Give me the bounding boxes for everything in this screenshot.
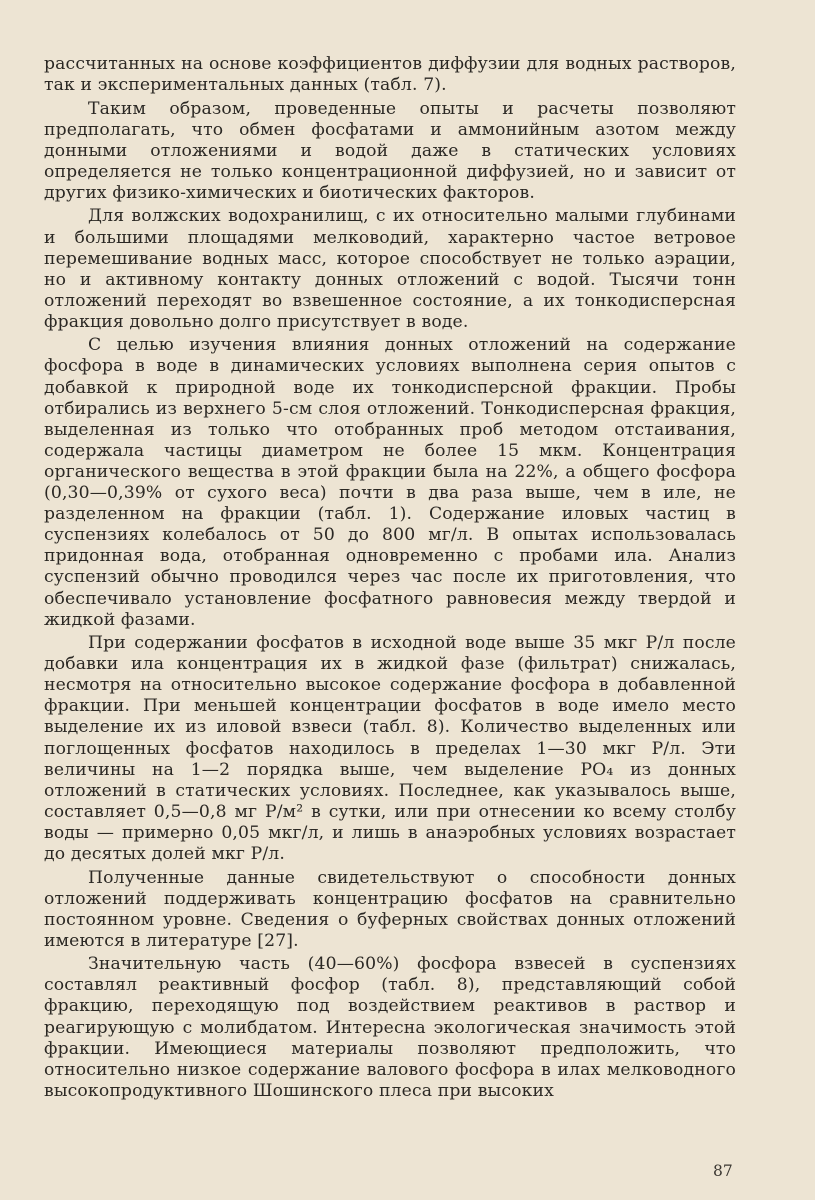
paragraph-2: Таким образом, проведенные опыты и расчеты позволяют предполагать, что обмен фосфатами и аммонийным азотом между донными отложениями и водой даже в статических условиях определяется не только концентрационной диффузией, но и зависит от других физико-химических и биотических факторов. — [44, 98, 736, 203]
paragraph-1: рассчитанных на основе коэффициентов диффузии для водных растворов, так и экспериментальных данных (табл. 7). — [44, 54, 736, 96]
paragraph-4: С целью изучения влияния донных отложений на содержание фосфора в воде в динамических условиях выполнена серия опытов с добавкой к природной воде их тонкодисперсной фракции. Пробы отбирались из верхнего 5-см слоя отложений. Тонкодисперсная фракция, выделенная из только что отобранных проб методом отстаивания, содержала частицы диаметром не более 15 мкм. Концентрация органического вещества в этой фракции была на 22%, а общего фосфора (0,30—0,39% от сухого веса) почти в два раза выше, чем в иле, не разделенном на фракции (табл. 1). Содержание иловых частиц в суспензиях колебалось от 50 до 800 мг/л. В опытах использовалась придонная вода, отобранная одновременно с пробами ила. Анализ суспензий обычно проводился через час после их приготовления, что обеспечивало установление фосфатного равновесия между твердой и жидкой фазами. — [44, 335, 736, 630]
paragraph-7: Значительную часть (40—60%) фосфора взвесей в суспензиях составлял реактивный фосфор (табл. 8), представляющий собой фракцию, переходящую под воздействием реактивов в раствор и реагирующую с молибдатом. Интересна экологическая значимость этой фракции. Имеющиеся материалы позволяют предположить, что относительно низкое содержание валового фосфора в илах мелководного высокопродуктивного Шошинского плеса при высоких — [44, 954, 736, 1101]
body-text — [44, 54, 736, 1104]
page-number: 87 — [713, 1162, 733, 1180]
paragraph-3: Для волжских водохранилищ, с их относительно малыми глубинами и большими площадями мелководий, характерно частое ветровое перемешивание водных масс, которое способствует не только аэрации, но и активному контакту донных отложений с водой. Тысячи тонн отложений переходят во взвешенное состояние, а их тонкодисперсная фракция довольно долго присутствует в воде. — [44, 206, 736, 332]
paragraph-6: Полученные данные свидетельствуют о способности донных отложений поддерживать концентрацию фосфатов на сравнительно постоянном уровне. Сведения о буферных свойствах донных отложений имеются в литературе [27]. — [44, 867, 736, 951]
paragraph-5: При содержании фосфатов в исходной воде выше 35 мкг Р/л после добавки ила концентрация их в жидкой фазе (фильтрат) снижалась, несмотря на относительно высокое содержание фосфора в добавленной фракции. При меньшей концентрации фосфатов в воде имело место выделение их из иловой взвеси (табл. 8). Количество выделенных или поглощенных фосфатов находилось в пределах 1—30 мкг Р/л. Эти величины на 1—2 порядка выше, чем выделение РО₄ из донных отложений в статических условиях. Последнее, как указывалось выше, составляет 0,5—0,8 мг Р/м² в сутки, или при отнесении ко всему столбу воды — примерно 0,05 мкг/л, и лишь в анаэробных условиях возрастает до десятых долей мкг Р/л. — [44, 633, 736, 865]
